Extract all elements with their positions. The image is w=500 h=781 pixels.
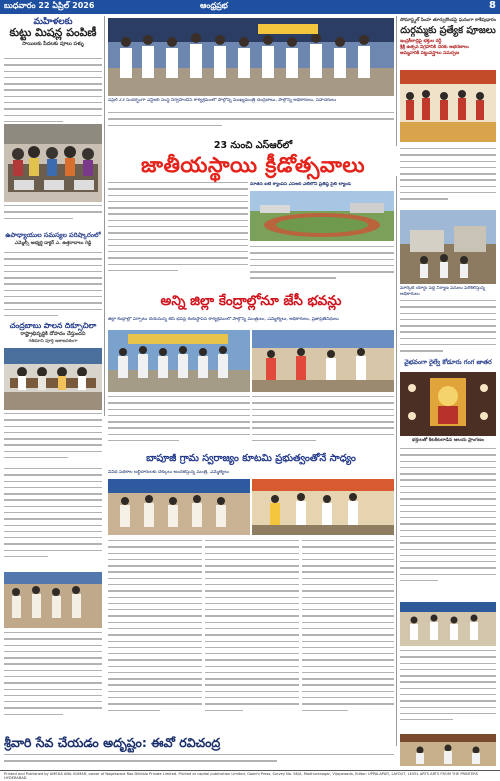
story-headline: కుట్టు మిషన్ల పంపిణీ (9, 26, 97, 40)
right-col-photo (400, 602, 496, 646)
story-kicker: సోమాస్ట్మల్ సింహ తూర్పుకొండపై ఘనంగా కాశీపుఢారం (400, 18, 496, 23)
paper-name: ఆంధ్రప్రభ (200, 1, 228, 10)
story-sewing-machines (4, 18, 102, 48)
column-divider (396, 16, 397, 146)
market-yard-photo (400, 210, 496, 284)
story-body-text (252, 396, 394, 450)
story-body-text (4, 205, 102, 227)
page-number: 8 (489, 0, 496, 11)
jc-bhavan-headline: అన్ని జిల్లా కేంద్రాల్లోనూ జేసీ భవన్లు (160, 293, 342, 309)
bapuji-caption: వివిధ పథకాల లబ్ధిదారులకు చెక్కులు అందజేస్తున్న మంత్రి, ఎమ్మెల్యేలు (108, 470, 229, 475)
column-divider (396, 176, 397, 746)
sewing-machine-photo (4, 124, 102, 202)
story-body-text (400, 148, 496, 208)
story-body-text (400, 300, 496, 360)
temple-festival-headline: వైభవంగా రైల్వే కోడూరు గంగ జాతర (404, 359, 492, 366)
column-divider (104, 16, 105, 416)
story-headline: దుర్గమ్మకు ప్రత్యేక పూజలు (400, 25, 496, 36)
story-body-text (250, 246, 394, 286)
community-event-photo (4, 572, 102, 628)
story-subhead: రాష్ట్రాభివృద్ధికి దోహదం చేస్తుందని (20, 330, 86, 337)
market-yard-caption: మార్కెట్ యార్డు వద్ద నిర్మాణ పనులు పరిశీలిస్తున్న అధికారులు (400, 286, 486, 297)
bapuji-photo-right (252, 479, 394, 535)
story-body-text (4, 252, 102, 318)
story-chandrababu-governance (4, 322, 102, 345)
banner-kicker: 23 నుంచి ఎస్ఆర్‌లో (213, 140, 293, 151)
page-header-strip (0, 0, 500, 14)
meeting-photo (4, 348, 102, 410)
story-body-text (108, 112, 394, 136)
jc-bhavan-photo-left (108, 330, 250, 392)
story-body-text (4, 413, 102, 463)
story-body-text (4, 468, 102, 568)
story-body-text (400, 448, 496, 598)
bottom-right-photo (400, 734, 496, 766)
story-body-text (4, 754, 394, 768)
story-kicker: మహిళలకు (33, 17, 73, 27)
story-bullet: శ్రీశ్రీ ఉత్సవ విగ్రహానికి చెరకు ఆభరణాలు (400, 44, 469, 50)
story-body-text (108, 540, 202, 730)
story-bullet: అమ్మవారికి పట్టువస్త్రాలు సమర్పణ (400, 50, 460, 56)
story-body-text (400, 650, 496, 730)
bottom-headline: శ్రీవారి సేవ చేయడం అదృష్టం: ఈవో రవిచంద్ర (4, 735, 221, 750)
sports-festival-banner (108, 140, 398, 183)
temple-festival-kicker: భక్తులతో కిటకిటలాడిన ఆలయ ప్రాంగణం (412, 438, 484, 443)
bapuji-headline: బాపూజీ గ్రామ స్వరాజ్యం కూటమి ప్రభుత్వంతోనే సాధ్యం (146, 453, 356, 464)
story-body-text (205, 540, 299, 730)
durgamma-photo (400, 70, 496, 142)
story-subhead: సాయిలకు పేదలకు పూలు పళ్ళు (22, 40, 84, 47)
jc-bhavan-caption: జిల్లా కేంద్రాల్లో ఏర్పాటు చేయనున్న జేసీ భవన్ల శంకుస్థాపన కార్యక్రమంలో పాల్గొన్న మంత్రులు, ఎమ్మెల్యేలు, అధికారులు, ప్రజాప్రతినిధులు (108, 317, 339, 322)
story-body-text (108, 182, 248, 286)
issue-date: బుధవారం 22 ఏప్రిల్ 2026 (4, 1, 95, 10)
story-headline: ఉపాధ్యాయుల సమస్యల పరిష్కారంలో (5, 231, 101, 239)
cm-event-photo (108, 18, 394, 96)
stadium-caption: నూతన ఐటి క్యాంపస్ ఎస్ఆర్ ఎటిలోని ప్రతిష్ఠ సైట్ ల్యాండ్ (250, 182, 351, 187)
story-subhead: ఎమ్మెల్సీ అభ్యర్థి డాక్టర్ ఎ. ఉత్తరాదాలు రెడ్డి (14, 240, 92, 246)
banner-headline: జాతీయస్థాయి క్రీడోత్సవాలు (140, 153, 366, 177)
temple-festival-photo (400, 372, 496, 436)
story-body-text (4, 632, 102, 730)
print-imprint: Printed and Published by AMEDA ANIL KUMAR, owner of Nageswara Rao Dilidala Private Limited. Printed at capital publication Limited, Gadchi Press, Survey No. 56/A, Madhuranagar, Vijayawada, Editor: UPPALAPATI, LAYOUT, LEVEL ARTS ARTS FROM THE PRINTERS HYDERABAD (0, 770, 500, 781)
story-body-text (302, 540, 394, 730)
story-bullet: ఇంద్రకీలాద్రిపై భక్తుల రద్దీ (400, 38, 442, 44)
story-body-text (4, 58, 102, 122)
bapuji-photo-left (108, 479, 250, 535)
story-durgamma (400, 18, 496, 57)
story-teachers (4, 232, 102, 247)
story-quote: గతిమాని పూర్తి ఆశాజనకంగా (28, 338, 78, 344)
story-body-text (108, 396, 250, 450)
cm-event-caption: ఏప్రిల్ 23 సందర్భంగా ఎన్టీఆర్ సంస్థ నిర్వహించిన కార్యక్రమంలో పాల్గొన్న ముఖ్యమంత్రి చంద్రబాబు, పాల్గొన్న అధికారులు, సహచరులు (108, 98, 337, 103)
jc-bhavan-photo-right (252, 330, 394, 392)
story-headline: చంద్రబాబు పాలన దిక్సూచిలా (9, 321, 97, 330)
stadium-photo (250, 191, 394, 241)
